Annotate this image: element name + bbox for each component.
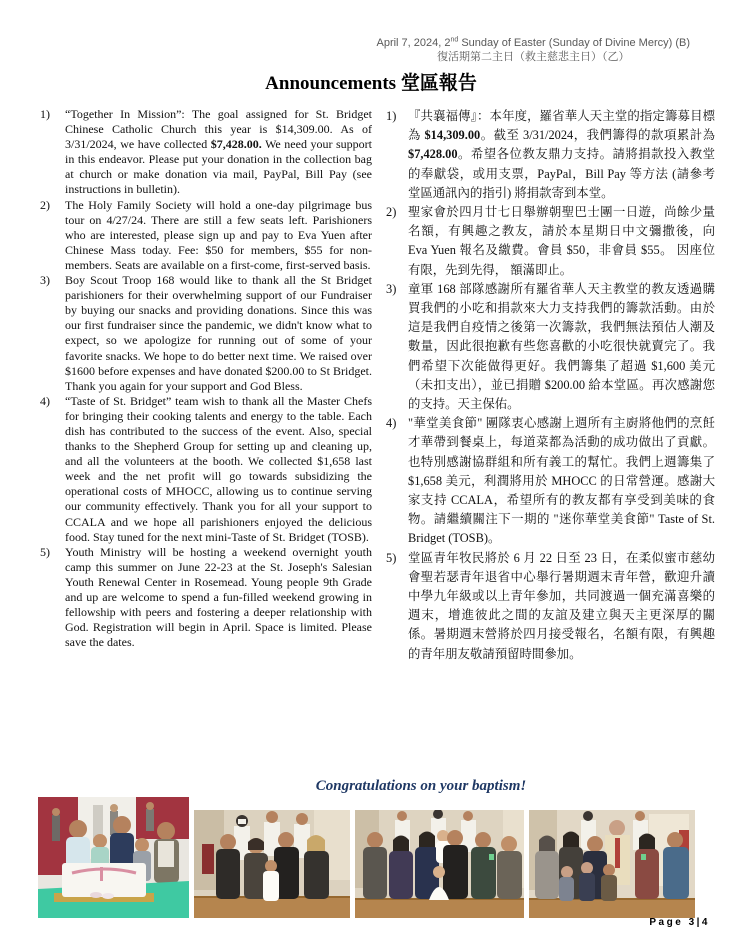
page-number: Page 3|4 xyxy=(649,917,710,928)
date-ordinal-superscript: nd xyxy=(450,36,459,44)
date-line-chinese: 復活期第二主日（救主慈悲主日）（乙） xyxy=(436,51,630,63)
announcement-item xyxy=(386,203,715,280)
announcement-item xyxy=(40,273,372,394)
announcement-item xyxy=(386,414,715,548)
announcement-item xyxy=(40,394,372,545)
announcement-text: "華堂美食節" 團隊衷心感謝上週所有主廚將他們的烹飪才華帶到餐桌上，每道菜都為活動的成功做出了貢獻。 也特別感謝協群組和所有義工的幫忙。我們上週籌集了$1,658 美元，利潤將用於 MHOCC 的日常營運。感謝大家支持 CCALA，希望所有的教友都有享受到美味的食物。請繼續關注下一期的 "迷你華堂美食節" Taste of St. Bridget (TOSB)。 xyxy=(408,416,715,546)
photo-baptism-cake-outdoor-group xyxy=(38,797,189,918)
announcement-item xyxy=(386,549,715,664)
announcement-number: 5) xyxy=(386,550,397,565)
announcements-chinese-column xyxy=(386,107,715,664)
photo-church-family-group-3 xyxy=(529,810,695,918)
announcement-text: Youth Ministry will be hosting a weekend overnight youth camp this summer on June 22-23 at the St. Joseph's Salesian Youth Renewal Center in Rosemead. Young people 9th Grade and up are welcome to spend a fun-filled weekend growing in fellowship with peers and fostering a deeper relationship with God. Registration will begin in April. Space is limited. Please save the dates. xyxy=(65,544,372,650)
announcement-item xyxy=(40,198,372,273)
announcements-english-column xyxy=(40,107,372,664)
announcement-text: “Together In Mission”: The goal assigned for St. Bridget Chinese Catholic Church this year is $14,309.00. As of 3/31/2024, we have collected $7,428.00. We need your support in this endeavor. Please put your donation in the collection bag at church or make donation via mail, PayPal, Bill Pay (see instructions in bulletin). xyxy=(65,107,372,197)
announcement-number: 1) xyxy=(40,107,50,121)
announcement-number: 2) xyxy=(40,197,50,212)
announcement-number: 2) xyxy=(386,205,397,220)
page-title: Announcements 堂區報告 xyxy=(265,73,477,94)
announcement-number: 4) xyxy=(40,393,50,408)
announcement-text: The Holy Family Society will hold a one-day pilgrimage bus tour on 4/27/24. There are still a few seats left. Parishioners who are interested, please sign up and pay to Eva Yuen after Chinese Mass today. Fee: $50 for members, $55 for non-members. Seats are available on a first-come, first-served basis. xyxy=(65,197,372,272)
baptism-congratulations-caption: Congratulations on your baptism! xyxy=(315,778,527,794)
announcement-item xyxy=(386,280,715,414)
announcement-number: 3) xyxy=(40,273,50,288)
announcement-number: 4) xyxy=(386,416,397,431)
announcement-number: 5) xyxy=(40,544,50,559)
announcement-number: 1) xyxy=(386,109,397,123)
announcement-item xyxy=(386,107,715,203)
announcement-item xyxy=(40,545,372,651)
announcement-columns xyxy=(40,107,715,664)
baptism-photo-strip xyxy=(38,797,695,918)
announcement-number: 3) xyxy=(386,281,397,296)
announcement-text: 『共襄福傳』：本年度，羅省華人天主堂的指定籌募目標為 $14,309.00。截至 3/31/2024，我們籌得的款項累計為 $7,428.00。希望各位教友鼎力支持。請將捐款投入教堂的奉獻袋，或用支票，PayPal，Bill Pay 等方法 (請參考堂區通訊內的指引) 將捐款寄到本堂。 xyxy=(408,109,715,200)
photo-church-family-group-1 xyxy=(194,810,350,918)
announcement-text: 童軍 168 部隊感謝所有羅省華人天主教堂的教友透過購買我們的小吃和捐款來大力支持我們的籌款活動。由於這是我們自疫情之後第一次籌款，我們無法預估人潮及數量，因此很抱歉有些您喜歡的小吃很快就賣完了。我們希望下次能做得更好。我們籌集了超過 $1,600 美元（未扣支出），並已捐贈 $200.00 給本堂區。再次感謝您的支持。天主保佑。 xyxy=(408,281,715,412)
announcement-text: 堂區青年牧民將於 6 月 22 日至 23 日，在柔似蜜市慈幼會聖若瑟青年退省中心舉行暑期週末青年營，歡迎升讀中學九年級或以上青年參加，共同渡過一個充滿喜樂的週末，增進彼此之間的友誼及建立與天主更深厚的關係。暑期週末營將於四月接受報名，名額有限，有興趣的青年朋友敬請預留時間參加。 xyxy=(408,550,715,661)
announcement-text: Boy Scout Troop 168 would like to thank all the St Bridget parishioners for their overwhelming support of our Fundraiser by buying our snacks and providing donations. Since this was our first fundraiser since the pandemic, we didn't know what to expect, so we apologize for running out of some of your favorite snacks. We hope to do better next time. We raised over $1600 before expenses and have donated $200.00 to St Bridget. Thank you again for your support and God Bless. xyxy=(65,273,372,393)
photo-church-family-group-2 xyxy=(355,810,524,918)
date-line-english: April 7, 2024, 2nd Sunday of Easter (Sunday of Divine Mercy) (B) xyxy=(376,36,690,49)
announcement-text: 聖家會於四月廿七日舉辦朝聖巴士團一日遊，尚餘少量名額，有興趣之教友，請於本星期日中文彌撒後，向 Eva Yuen 報名及繳費。會員 $50，非會員 $55。 因座位有限，先到先得， 額滿即止。 xyxy=(408,205,715,277)
header-date-block xyxy=(376,36,690,64)
announcement-item xyxy=(40,107,372,198)
announcement-text: “Taste of St. Bridget” team wish to thank all the Master Chefs for bringing their cooking talents and energy to the table. Each dish has contributed to the success of the event. Also, special thanks to the Shepherd Group for setting up and cleaning up, and all the volunteers at the booth. We collected $1,658 last week and the net profit will go towards subsidizing the operational costs of MHOCC, allowing us to continue serving our community effectively. Thank you for all your support to CCALA and we hope all parishioners enjoyed the delicious food. Stay tuned for the next mini-Taste of St. Bridget (TOSB). xyxy=(65,393,372,544)
